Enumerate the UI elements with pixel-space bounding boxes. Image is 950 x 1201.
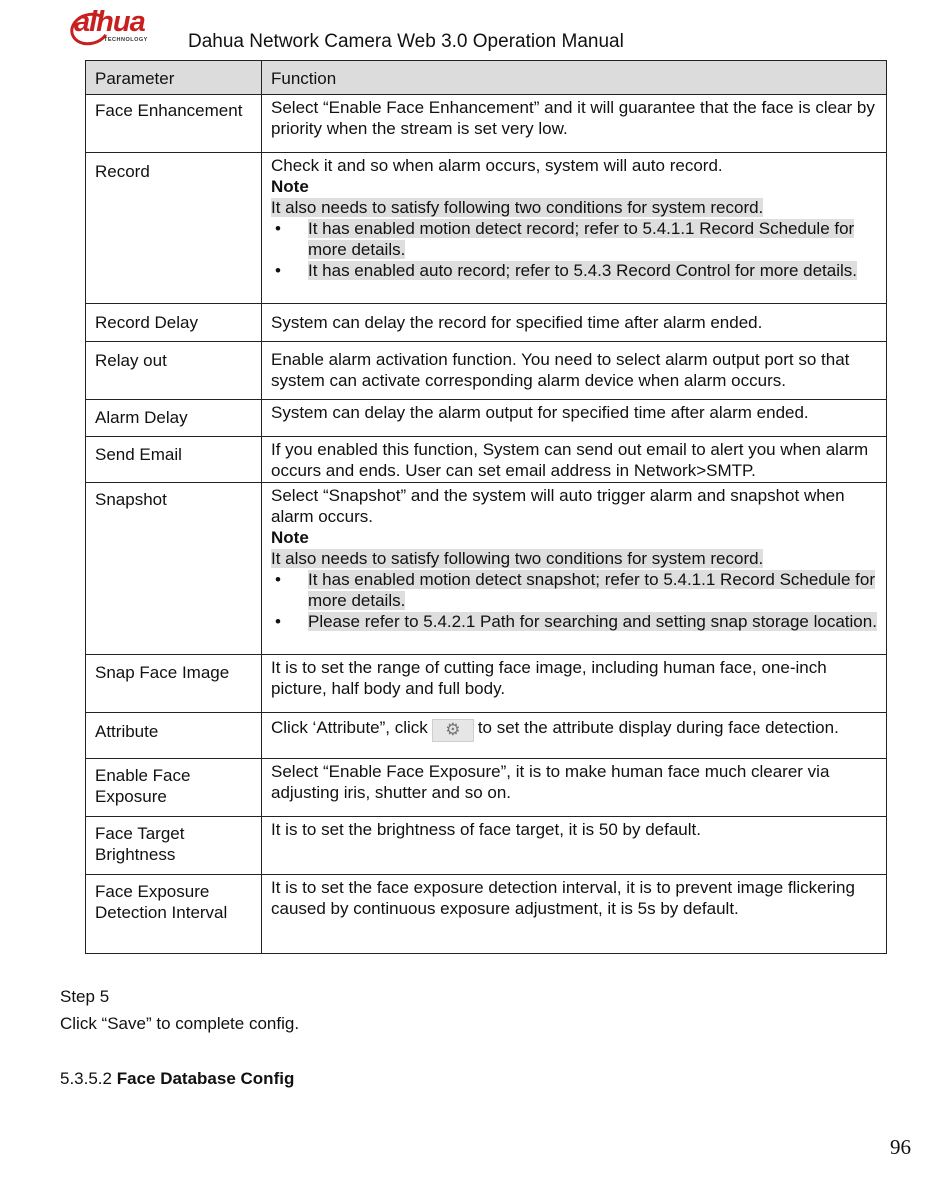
list-item <box>271 569 878 611</box>
gear-icon: ⚙ <box>432 719 474 742</box>
function-cell <box>262 153 887 304</box>
step-label: Step 5 <box>60 987 110 1006</box>
note-label: Note <box>271 177 309 196</box>
table-row <box>86 875 887 954</box>
function-cell <box>262 759 887 817</box>
table-row <box>86 713 887 759</box>
function-text: If you enabled this function, System can send out email to alert you when alarm occurs and ends. User can set email address in Network>SMTP. <box>271 440 869 480</box>
function-cell <box>262 713 887 759</box>
list-item <box>271 611 878 632</box>
parameter-table <box>85 60 887 954</box>
param-cell: Send Email <box>86 437 262 483</box>
function-cell <box>262 655 887 713</box>
section-number: 5.3.5.2 <box>60 1069 112 1088</box>
param-cell: Alarm Delay <box>86 400 262 437</box>
param-cell: Enable Face Exposure <box>86 759 262 817</box>
function-text: Select “Snapshot” and the system will auto trigger alarm and snapshot when alarm occurs. <box>271 486 845 526</box>
bullet-text: It has enabled auto record; refer to 5.4.3 Record Control for more details. <box>308 261 858 280</box>
param-cell: Snap Face Image <box>86 655 262 713</box>
param-cell: Face Enhancement <box>86 95 262 153</box>
function-text: Select “Enable Face Exposure”, it is to make human face much clearer via adjusting iris, shutter and so on. <box>271 762 830 802</box>
function-text: It is to set the range of cutting face image, including human face, one-inch picture, half body and full body. <box>271 658 827 698</box>
logo-text: alhua <box>74 6 145 38</box>
param-cell: Record <box>86 153 262 304</box>
note-text: It also needs to satisfy following two conditions for system record. <box>271 198 764 217</box>
bullet-list <box>271 569 878 632</box>
table-row <box>86 304 887 342</box>
note-text: It also needs to satisfy following two conditions for system record. <box>271 549 764 568</box>
param-cell: Face Exposure Detection Interval <box>86 875 262 954</box>
note-label: Note <box>271 528 309 547</box>
bullet-text: Please refer to 5.4.2.1 Path for searching and setting snap storage location. <box>308 612 877 631</box>
function-text: Check it and so when alarm occurs, system will auto record. <box>271 156 723 175</box>
bullet-text: It has enabled motion detect record; refer to 5.4.1.1 Record Schedule for more details. <box>308 219 855 259</box>
param-cell: Face Target Brightness <box>86 817 262 875</box>
function-cell <box>262 304 887 342</box>
table-row <box>86 483 887 655</box>
table-row <box>86 95 887 153</box>
section-heading <box>60 1069 294 1089</box>
function-text: Enable alarm activation function. You need to select alarm output port so that system can activate corresponding alarm device when alarm occurs. <box>271 350 850 390</box>
list-item <box>271 218 878 260</box>
function-cell <box>262 400 887 437</box>
function-text: System can delay the record for specified time after alarm ended. <box>271 313 763 332</box>
table-row <box>86 342 887 400</box>
function-cell <box>262 437 887 483</box>
table-row <box>86 153 887 304</box>
function-text: Select “Enable Face Enhancement” and it will guarantee that the face is clear by priority when the stream is set very low. <box>271 98 875 138</box>
param-cell: Snapshot <box>86 483 262 655</box>
function-text: System can delay the alarm output for specified time after alarm ended. <box>271 403 809 422</box>
function-cell <box>262 95 887 153</box>
function-cell <box>262 483 887 655</box>
table-row <box>86 655 887 713</box>
param-cell: Attribute <box>86 713 262 759</box>
table-row <box>86 437 887 483</box>
function-cell <box>262 342 887 400</box>
function-cell <box>262 817 887 875</box>
table-row <box>86 817 887 875</box>
table-header-row <box>86 61 887 95</box>
table-row <box>86 759 887 817</box>
attribute-text-after: to set the attribute display during face detection. <box>477 718 839 737</box>
param-cell: Relay out <box>86 342 262 400</box>
param-cell: Record Delay <box>86 304 262 342</box>
bullet-list <box>271 218 878 281</box>
logo-subtext: TECHNOLOGY <box>104 37 148 43</box>
header-function: Function <box>262 61 887 95</box>
function-text: It is to set the brightness of face target, it is 50 by default. <box>271 820 701 839</box>
bullet-text: It has enabled motion detect snapshot; refer to 5.4.1.1 Record Schedule for more details. <box>308 570 876 610</box>
page-number: 96 <box>890 1135 911 1159</box>
section-title: Face Database Config <box>116 1069 295 1088</box>
function-cell <box>262 875 887 954</box>
header-parameter: Parameter <box>86 61 262 95</box>
list-item <box>271 260 878 281</box>
table-row <box>86 400 887 437</box>
document-title: Dahua Network Camera Web 3.0 Operation Manual <box>188 31 624 52</box>
step-text: Click “Save” to complete config. <box>60 1014 300 1033</box>
attribute-text-before: Click ‘Attribute”, click <box>271 718 428 737</box>
function-text: It is to set the face exposure detection interval, it is to prevent image flickering caused by continuous exposure adjustment, it is 5s by default. <box>271 878 855 918</box>
